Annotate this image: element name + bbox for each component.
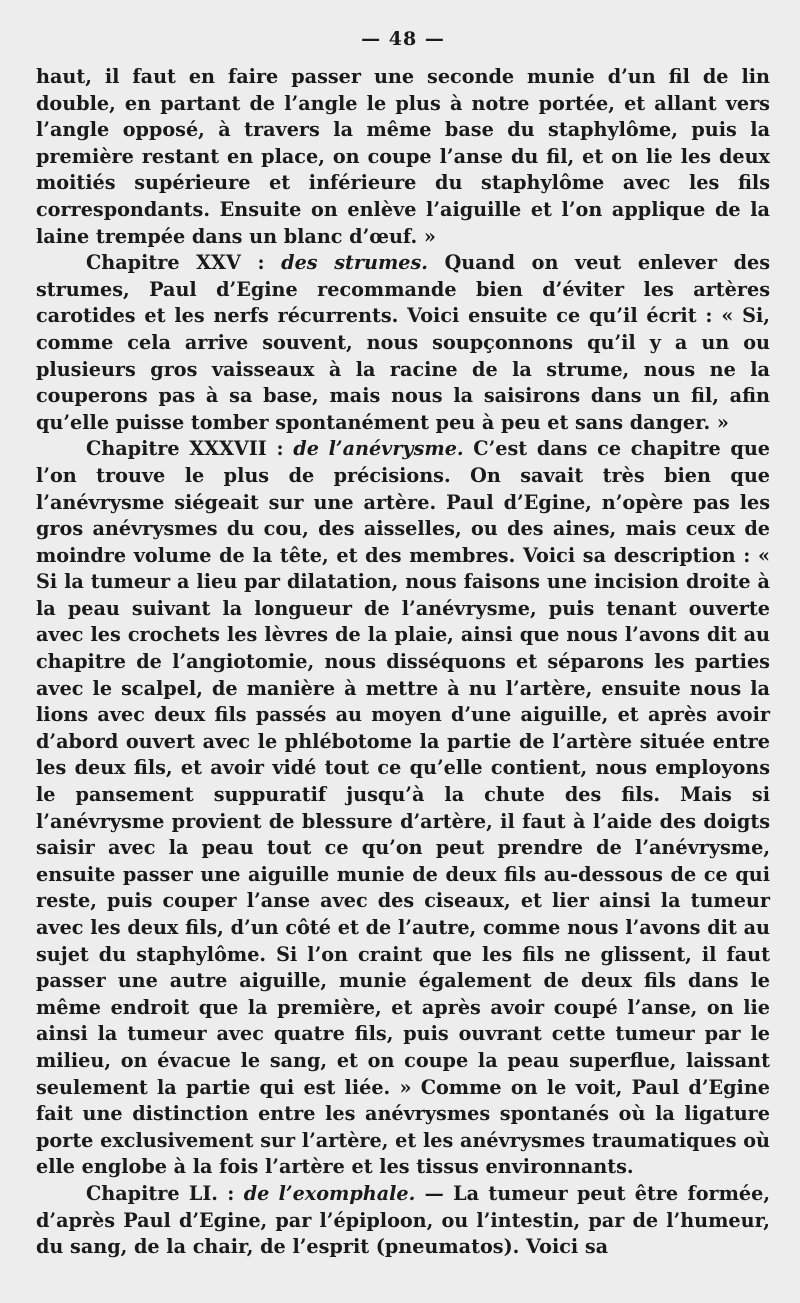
chapter-label: Chapitre XXV : [86,251,282,275]
paragraph-staphylome-end [36,64,770,250]
chapter-label: Chapitre LI. : [86,1181,244,1205]
paragraph-text: — La tumeur peut être formée, d’après Paul d’Egine, par l’épiploon, ou l’intestin, par de l’humeur, du sang, de la chair, de l’esprit (pneumatos). Voici sa [36,1181,771,1259]
chapter-title: des strumes. [281,251,428,275]
paragraph-chapter-li [36,1181,770,1261]
paragraph-text: C’est dans ce chapitre que l’on trouve le plus de précisions. On savait très bien que l’anévrysme siégeait sur une artère. Paul d’Egine, n’opère pas les gros anévrysmes du cou, des aisselles, ou des aines, mais ceux de moindre volume de la tête, et des membres. Voici sa description : « Si la tumeur a lieu par dilatation, nous faisons une incision droite à la peau suivant la longueur de l’anévrysme, puis tenant ouverte avec les crochets les lèvres de la plaie, ainsi que nous l’avons dit au chapitre de l’angiotomie, nous disséquons et séparons les parties avec le scalpel, de manière à mettre à nu l’artère, ensuite nous la lions avec deux fils passés au moyen d’une aiguille, et après avoir d’abord ouvert avec le phlébotome la partie de l’artère située entre les deux fils, et avoir vidé tout ce qu’elle contient, nous employons le pansement suppuratif jusqu’à la chute des fils. Mais si l’anévrysme provient de blessure d’artère, il faut à l’aide des doigts saisir avec la peau tout ce qu’on peut prendre de l’anévrysme, ensuite passer une aiguille munie de deux fils au-dessous de ce qui reste, puis couper l’anse avec des ciseaux, et lier ainsi la tumeur avec les deux fils, d’un côté et de l’autre, comme nous l’avons dit au sujet du staphylôme. Si l’on craint que les fils ne glissent, il faut passer une autre aiguille, munie également de deux fils dans le même endroit que la première, et après avoir coupé l’anse, on lie ainsi la tumeur avec quatre fils, puis ouvrant cette tumeur par le milieu, on évacue le sang, et on coupe la peau superflue, laissant seulement la partie qui est liée. » Comme on le voit, Paul d’Egine fait une distinction entre les anévrysmes spontanés où la ligature porte exclusivement sur l’artère, et les anévrysmes traumatiques où elle englobe à la fois l’artère et les tissus environnants. [36,437,771,1179]
page-number: — 48 — [361,28,445,50]
chapter-label: Chapitre XXXVII : [86,437,294,461]
paragraph-text: Quand on veut enlever des strumes, Paul d’Egine recommande bien d’éviter les artères carotides et les nerfs récurrents. Voici ensuite ce qu’il écrit : « Si, comme cela arrive souvent, nous soupçonnons qu’il y a un ou plusieurs gros vaisseaux à la racine de la strume, nous ne la couperons pas à sa base, mais nous la saisirons dans un fil, afin qu’elle puisse tomber spontanément peu à peu et sans danger. » [36,251,771,434]
chapter-title: de l’exomphale. [243,1181,416,1205]
chapter-title: de l’anévrysme. [293,437,464,461]
paragraph-chapter-xxxvii [36,436,770,1181]
paragraph-text: haut, il faut en faire passer une seconde munie d’un fil de lin double, en partant de l’angle le plus à notre portée, et allant vers l’angle opposé, à travers la même base du staphylôme, puis la première restant en place, on coupe l’anse du fil, et on lie les deux moitiés supérieure et inférieure du staphylôme avec les fils correspondants. Ensuite on enlève l’aiguille et l’on applique de la laine trempée dans un blanc d’œuf. » [36,65,770,248]
paragraph-chapter-xxv [36,250,770,436]
